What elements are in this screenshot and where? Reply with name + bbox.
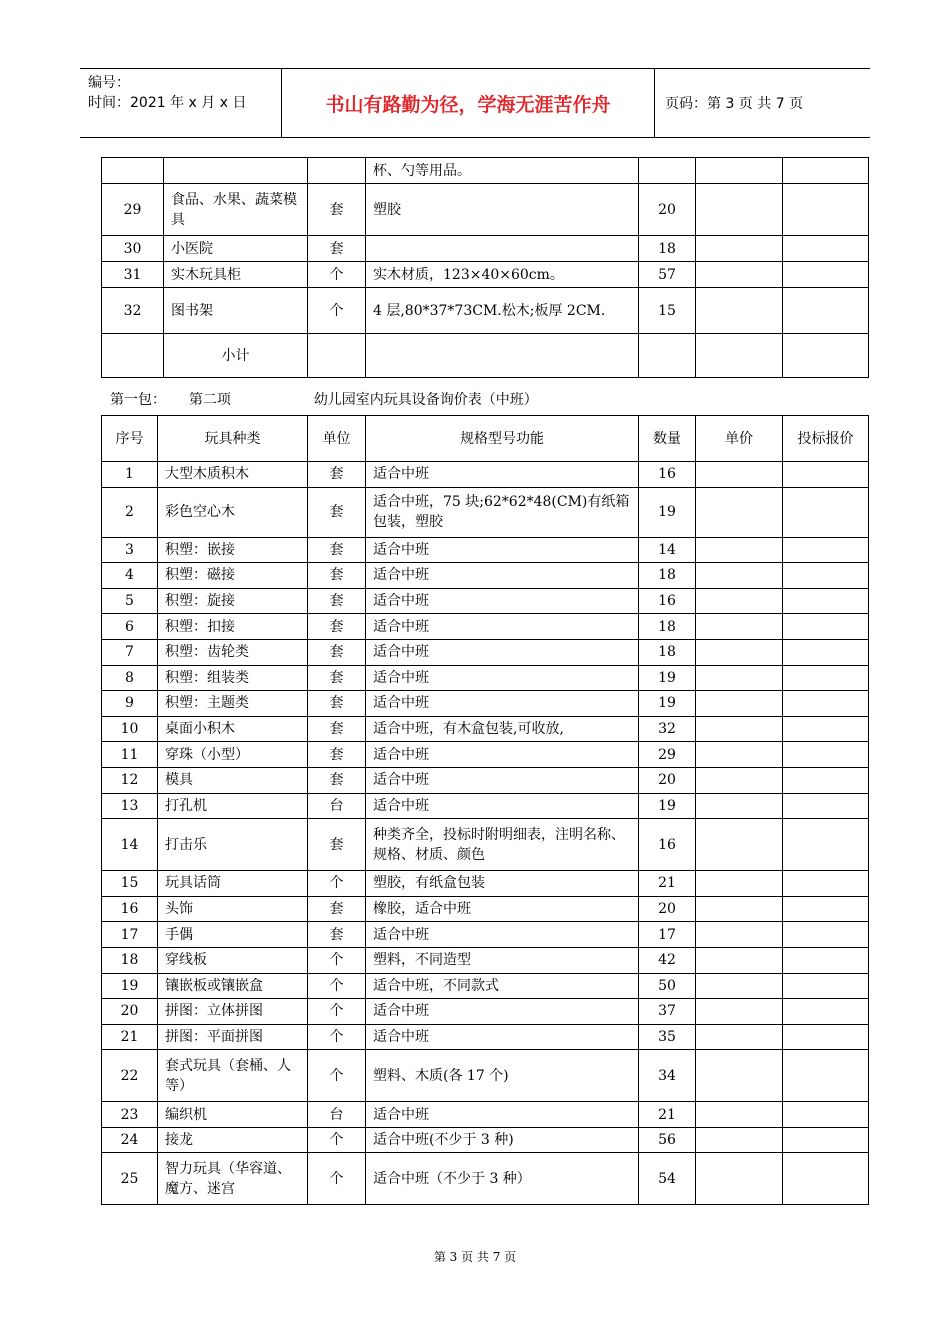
cell-bid <box>783 262 869 288</box>
cell-qty: 50 <box>639 973 696 999</box>
cell-bid <box>783 158 869 184</box>
table-row <box>102 1153 869 1205</box>
cell-bid <box>783 767 869 793</box>
cell-unit: 套 <box>308 487 366 537</box>
cell-no: 21 <box>102 1024 158 1050</box>
cell-unit <box>308 158 366 184</box>
cell-qty: 16 <box>639 462 696 488</box>
cell-unit: 套 <box>308 236 366 262</box>
cell-no: 6 <box>102 614 158 640</box>
toy-inquiry-table-middle-class <box>101 415 869 1205</box>
cell-bid <box>783 184 869 236</box>
cell-price <box>696 947 783 973</box>
header-meta <box>80 69 282 137</box>
cell-qty: 16 <box>639 819 696 871</box>
table-row <box>102 588 869 614</box>
cell-no: 1 <box>102 462 158 488</box>
cell-name: 穿珠（小型） <box>158 742 308 768</box>
cell-no: 17 <box>102 922 158 948</box>
cell-qty: 18 <box>639 236 696 262</box>
cell-unit: 个 <box>308 999 366 1025</box>
cell-spec: 适合中班 <box>366 922 639 948</box>
cell-no: 7 <box>102 639 158 665</box>
cell-qty <box>639 158 696 184</box>
table-row <box>102 236 869 262</box>
cell-spec: 适合中班 <box>366 767 639 793</box>
page-header <box>80 68 870 138</box>
cell-bid <box>783 871 869 897</box>
table-row <box>102 947 869 973</box>
cell-name: 实木玩具柜 <box>164 262 308 288</box>
header-price: 单价 <box>696 416 783 462</box>
cell-price <box>696 158 783 184</box>
cell-qty: 18 <box>639 614 696 640</box>
header-name: 玩具种类 <box>158 416 308 462</box>
cell-price <box>696 262 783 288</box>
table-row <box>102 334 869 378</box>
cell-qty: 15 <box>639 288 696 334</box>
cell-bid <box>783 614 869 640</box>
cell-qty: 19 <box>639 793 696 819</box>
table-row <box>102 288 869 334</box>
cell-price <box>696 1153 783 1205</box>
section-table-title: 幼儿园室内玩具设备询价表（中班） <box>313 392 538 408</box>
cell-unit: 台 <box>308 793 366 819</box>
cell-spec: 适合中班 <box>366 588 639 614</box>
cell-unit: 个 <box>308 262 366 288</box>
table-row <box>102 563 869 589</box>
cell-unit: 个 <box>308 1127 366 1153</box>
cell-bid <box>783 665 869 691</box>
cell-bid <box>783 947 869 973</box>
table-row <box>102 184 869 236</box>
cell-price <box>696 487 783 537</box>
cell-name: 积塑：齿轮类 <box>158 639 308 665</box>
cell-qty: 14 <box>639 537 696 563</box>
cell-name: 桌面小积木 <box>158 716 308 742</box>
cell-unit: 个 <box>308 1153 366 1205</box>
cell-name: 打孔机 <box>158 793 308 819</box>
cell-no <box>102 334 164 378</box>
cell-spec: 塑胶 <box>366 184 639 236</box>
cell-name <box>164 158 308 184</box>
cell-bid <box>783 1127 869 1153</box>
table1-body <box>102 158 869 378</box>
cell-name: 拼图：平面拼图 <box>158 1024 308 1050</box>
cell-name: 小医院 <box>164 236 308 262</box>
cell-spec <box>366 334 639 378</box>
cell-name: 积塑：扣接 <box>158 614 308 640</box>
cell-qty: 54 <box>639 1153 696 1205</box>
cell-unit: 套 <box>308 691 366 717</box>
cell-unit: 台 <box>308 1102 366 1128</box>
table-row <box>102 819 869 871</box>
cell-qty: 16 <box>639 588 696 614</box>
cell-qty: 20 <box>639 184 696 236</box>
cell-name: 小计 <box>164 334 308 378</box>
table-row <box>102 1024 869 1050</box>
cell-spec: 塑胶，有纸盒包装 <box>366 871 639 897</box>
cell-unit: 套 <box>308 665 366 691</box>
cell-spec: 适合中班 <box>366 999 639 1025</box>
cell-bid <box>783 819 869 871</box>
cell-no: 31 <box>102 262 164 288</box>
table-row <box>102 691 869 717</box>
cell-no: 32 <box>102 288 164 334</box>
toy-table-continued <box>101 157 869 378</box>
cell-spec: 适合中班，75 块;62*62*48(CM)有纸箱包装，塑胶 <box>366 487 639 537</box>
cell-no: 18 <box>102 947 158 973</box>
cell-qty: 32 <box>639 716 696 742</box>
cell-unit: 套 <box>308 742 366 768</box>
cell-qty: 18 <box>639 563 696 589</box>
cell-spec: 适合中班 <box>366 537 639 563</box>
cell-price <box>696 665 783 691</box>
table-row <box>102 639 869 665</box>
cell-price <box>696 871 783 897</box>
cell-price <box>696 999 783 1025</box>
cell-price <box>696 896 783 922</box>
cell-price <box>696 334 783 378</box>
table-row <box>102 767 869 793</box>
cell-bid <box>783 334 869 378</box>
cell-bid <box>783 639 869 665</box>
cell-spec: 适合中班 <box>366 462 639 488</box>
cell-qty: 57 <box>639 262 696 288</box>
table-row <box>102 1127 869 1153</box>
cell-bid <box>783 793 869 819</box>
cell-unit: 套 <box>308 563 366 589</box>
table-header-row <box>102 416 869 462</box>
table-row <box>102 793 869 819</box>
cell-name: 镶嵌板或镶嵌盒 <box>158 973 308 999</box>
cell-spec: 橡胶，适合中班 <box>366 896 639 922</box>
cell-spec: 适合中班 <box>366 1102 639 1128</box>
cell-name: 彩色空心木 <box>158 487 308 537</box>
section-title <box>110 389 538 409</box>
table-row <box>102 462 869 488</box>
cell-bid <box>783 288 869 334</box>
header-spec: 规格型号功能 <box>366 416 639 462</box>
cell-price <box>696 563 783 589</box>
cell-name: 打击乐 <box>158 819 308 871</box>
cell-spec: 适合中班 <box>366 665 639 691</box>
cell-qty: 19 <box>639 691 696 717</box>
cell-no: 9 <box>102 691 158 717</box>
cell-unit: 套 <box>308 614 366 640</box>
date-label: 时间：2021 年 x 月 x 日 <box>88 95 247 111</box>
cell-price <box>696 716 783 742</box>
cell-spec: 适合中班 <box>366 639 639 665</box>
number-label: 编号： <box>88 75 130 91</box>
cell-spec: 适合中班(不少于 3 种) <box>366 1127 639 1153</box>
table-row <box>102 1102 869 1128</box>
cell-price <box>696 236 783 262</box>
cell-no: 14 <box>102 819 158 871</box>
cell-no: 22 <box>102 1050 158 1102</box>
cell-unit: 套 <box>308 896 366 922</box>
cell-no: 2 <box>102 487 158 537</box>
cell-name: 积塑：磁接 <box>158 563 308 589</box>
table-row <box>102 742 869 768</box>
cell-no: 8 <box>102 665 158 691</box>
cell-no: 30 <box>102 236 164 262</box>
cell-unit: 个 <box>308 1024 366 1050</box>
cell-name: 模具 <box>158 767 308 793</box>
header-no: 序号 <box>102 416 158 462</box>
cell-no: 23 <box>102 1102 158 1128</box>
cell-no <box>102 158 164 184</box>
cell-bid <box>783 487 869 537</box>
table-row <box>102 665 869 691</box>
cell-bid <box>783 973 869 999</box>
cell-name: 积塑：主题类 <box>158 691 308 717</box>
table-row <box>102 973 869 999</box>
cell-price <box>696 767 783 793</box>
cell-spec: 适合中班 <box>366 742 639 768</box>
cell-no: 11 <box>102 742 158 768</box>
cell-name: 大型木质积木 <box>158 462 308 488</box>
cell-spec: 适合中班 <box>366 1024 639 1050</box>
cell-bid <box>783 1024 869 1050</box>
cell-price <box>696 614 783 640</box>
cell-spec: 塑料，不同造型 <box>366 947 639 973</box>
cell-price <box>696 184 783 236</box>
cell-qty: 37 <box>639 999 696 1025</box>
cell-bid <box>783 563 869 589</box>
cell-spec: 适合中班，有木盒包装,可收放, <box>366 716 639 742</box>
cell-price <box>696 793 783 819</box>
cell-spec: 4 层,80*37*73CM.松木;板厚 2CM. <box>366 288 639 334</box>
cell-no: 10 <box>102 716 158 742</box>
cell-price <box>696 288 783 334</box>
cell-no: 16 <box>102 896 158 922</box>
cell-price <box>696 691 783 717</box>
cell-price <box>696 1024 783 1050</box>
cell-bid <box>783 1050 869 1102</box>
cell-unit: 套 <box>308 184 366 236</box>
cell-qty: 17 <box>639 922 696 948</box>
cell-bid <box>783 1102 869 1128</box>
table-row <box>102 999 869 1025</box>
cell-spec <box>366 236 639 262</box>
table2-body <box>102 462 869 1205</box>
cell-price <box>696 1102 783 1128</box>
cell-name: 智力玩具（华容道、魔方、迷宫 <box>158 1153 308 1205</box>
cell-no: 19 <box>102 973 158 999</box>
cell-qty: 42 <box>639 947 696 973</box>
cell-unit: 个 <box>308 1050 366 1102</box>
cell-bid <box>783 742 869 768</box>
cell-name: 编织机 <box>158 1102 308 1128</box>
cell-no: 20 <box>102 999 158 1025</box>
cell-unit: 套 <box>308 922 366 948</box>
cell-unit: 套 <box>308 819 366 871</box>
cell-name: 穿线板 <box>158 947 308 973</box>
cell-unit: 套 <box>308 716 366 742</box>
cell-qty: 21 <box>639 871 696 897</box>
cell-unit: 套 <box>308 639 366 665</box>
table-row <box>102 487 869 537</box>
cell-name: 积塑：嵌接 <box>158 537 308 563</box>
cell-price <box>696 1050 783 1102</box>
cell-no: 24 <box>102 1127 158 1153</box>
cell-no: 12 <box>102 767 158 793</box>
cell-no: 13 <box>102 793 158 819</box>
cell-spec: 种类齐全，投标时附明细表，注明名称、规格、材质、颜色 <box>366 819 639 871</box>
header-page-label: 页码：第 3 页 共 7 页 <box>665 96 804 112</box>
cell-spec: 适合中班 <box>366 691 639 717</box>
cell-no: 4 <box>102 563 158 589</box>
section-item: 第二项 <box>188 392 231 408</box>
cell-qty: 21 <box>639 1102 696 1128</box>
cell-qty: 18 <box>639 639 696 665</box>
section-pack: 第一包： <box>110 392 166 408</box>
cell-bid <box>783 236 869 262</box>
table-row <box>102 871 869 897</box>
cell-name: 套式玩具（套桶、人等） <box>158 1050 308 1102</box>
cell-price <box>696 588 783 614</box>
cell-price <box>696 922 783 948</box>
cell-spec: 适合中班，不同款式 <box>366 973 639 999</box>
cell-bid <box>783 588 869 614</box>
cell-price <box>696 819 783 871</box>
cell-no: 25 <box>102 1153 158 1205</box>
cell-bid <box>783 716 869 742</box>
cell-qty <box>639 334 696 378</box>
page-footer: 第 3 页 共 7 页 <box>433 1250 517 1264</box>
cell-bid <box>783 999 869 1025</box>
cell-unit: 个 <box>308 947 366 973</box>
cell-no: 29 <box>102 184 164 236</box>
cell-spec: 实木材质，123×40×60cm。 <box>366 262 639 288</box>
cell-unit: 个 <box>308 871 366 897</box>
cell-unit: 个 <box>308 288 366 334</box>
cell-qty: 20 <box>639 896 696 922</box>
header-unit: 单位 <box>308 416 366 462</box>
cell-bid <box>783 896 869 922</box>
cell-bid <box>783 537 869 563</box>
cell-qty: 20 <box>639 767 696 793</box>
cell-name: 图书架 <box>164 288 308 334</box>
cell-name: 头饰 <box>158 896 308 922</box>
cell-no: 5 <box>102 588 158 614</box>
cell-spec: 适合中班（不少于 3 种） <box>366 1153 639 1205</box>
cell-name: 手偶 <box>158 922 308 948</box>
cell-name: 接龙 <box>158 1127 308 1153</box>
cell-spec: 适合中班 <box>366 614 639 640</box>
cell-qty: 29 <box>639 742 696 768</box>
cell-qty: 35 <box>639 1024 696 1050</box>
cell-price <box>696 1127 783 1153</box>
cell-no: 15 <box>102 871 158 897</box>
cell-name: 拼图：立体拼图 <box>158 999 308 1025</box>
cell-unit: 套 <box>308 588 366 614</box>
cell-qty: 19 <box>639 665 696 691</box>
cell-bid <box>783 922 869 948</box>
cell-unit <box>308 334 366 378</box>
table-row <box>102 537 869 563</box>
cell-name: 积塑：旋接 <box>158 588 308 614</box>
cell-bid <box>783 462 869 488</box>
header-qty: 数量 <box>639 416 696 462</box>
cell-spec: 塑料、木质(各 17 个) <box>366 1050 639 1102</box>
cell-qty: 19 <box>639 487 696 537</box>
cell-price <box>696 462 783 488</box>
cell-unit: 套 <box>308 462 366 488</box>
header-motto: 书山有路勤为径，学海无涯苦作舟 <box>282 69 655 137</box>
cell-no: 3 <box>102 537 158 563</box>
table-row <box>102 614 869 640</box>
table-row <box>102 922 869 948</box>
cell-unit: 个 <box>308 973 366 999</box>
cell-price <box>696 742 783 768</box>
cell-spec: 适合中班 <box>366 563 639 589</box>
cell-bid <box>783 691 869 717</box>
cell-qty: 34 <box>639 1050 696 1102</box>
cell-name: 食品、水果、蔬菜模具 <box>164 184 308 236</box>
cell-name: 积塑：组装类 <box>158 665 308 691</box>
cell-spec: 适合中班 <box>366 793 639 819</box>
cell-price <box>696 973 783 999</box>
cell-unit: 套 <box>308 537 366 563</box>
cell-qty: 56 <box>639 1127 696 1153</box>
table-row <box>102 896 869 922</box>
header-bid: 投标报价 <box>783 416 869 462</box>
cell-unit: 套 <box>308 767 366 793</box>
table-row <box>102 158 869 184</box>
table-row <box>102 1050 869 1102</box>
cell-name: 玩具话筒 <box>158 871 308 897</box>
cell-price <box>696 639 783 665</box>
cell-bid <box>783 1153 869 1205</box>
table-row <box>102 716 869 742</box>
cell-spec: 杯、勺等用品。 <box>366 158 639 184</box>
cell-price <box>696 537 783 563</box>
table-row <box>102 262 869 288</box>
